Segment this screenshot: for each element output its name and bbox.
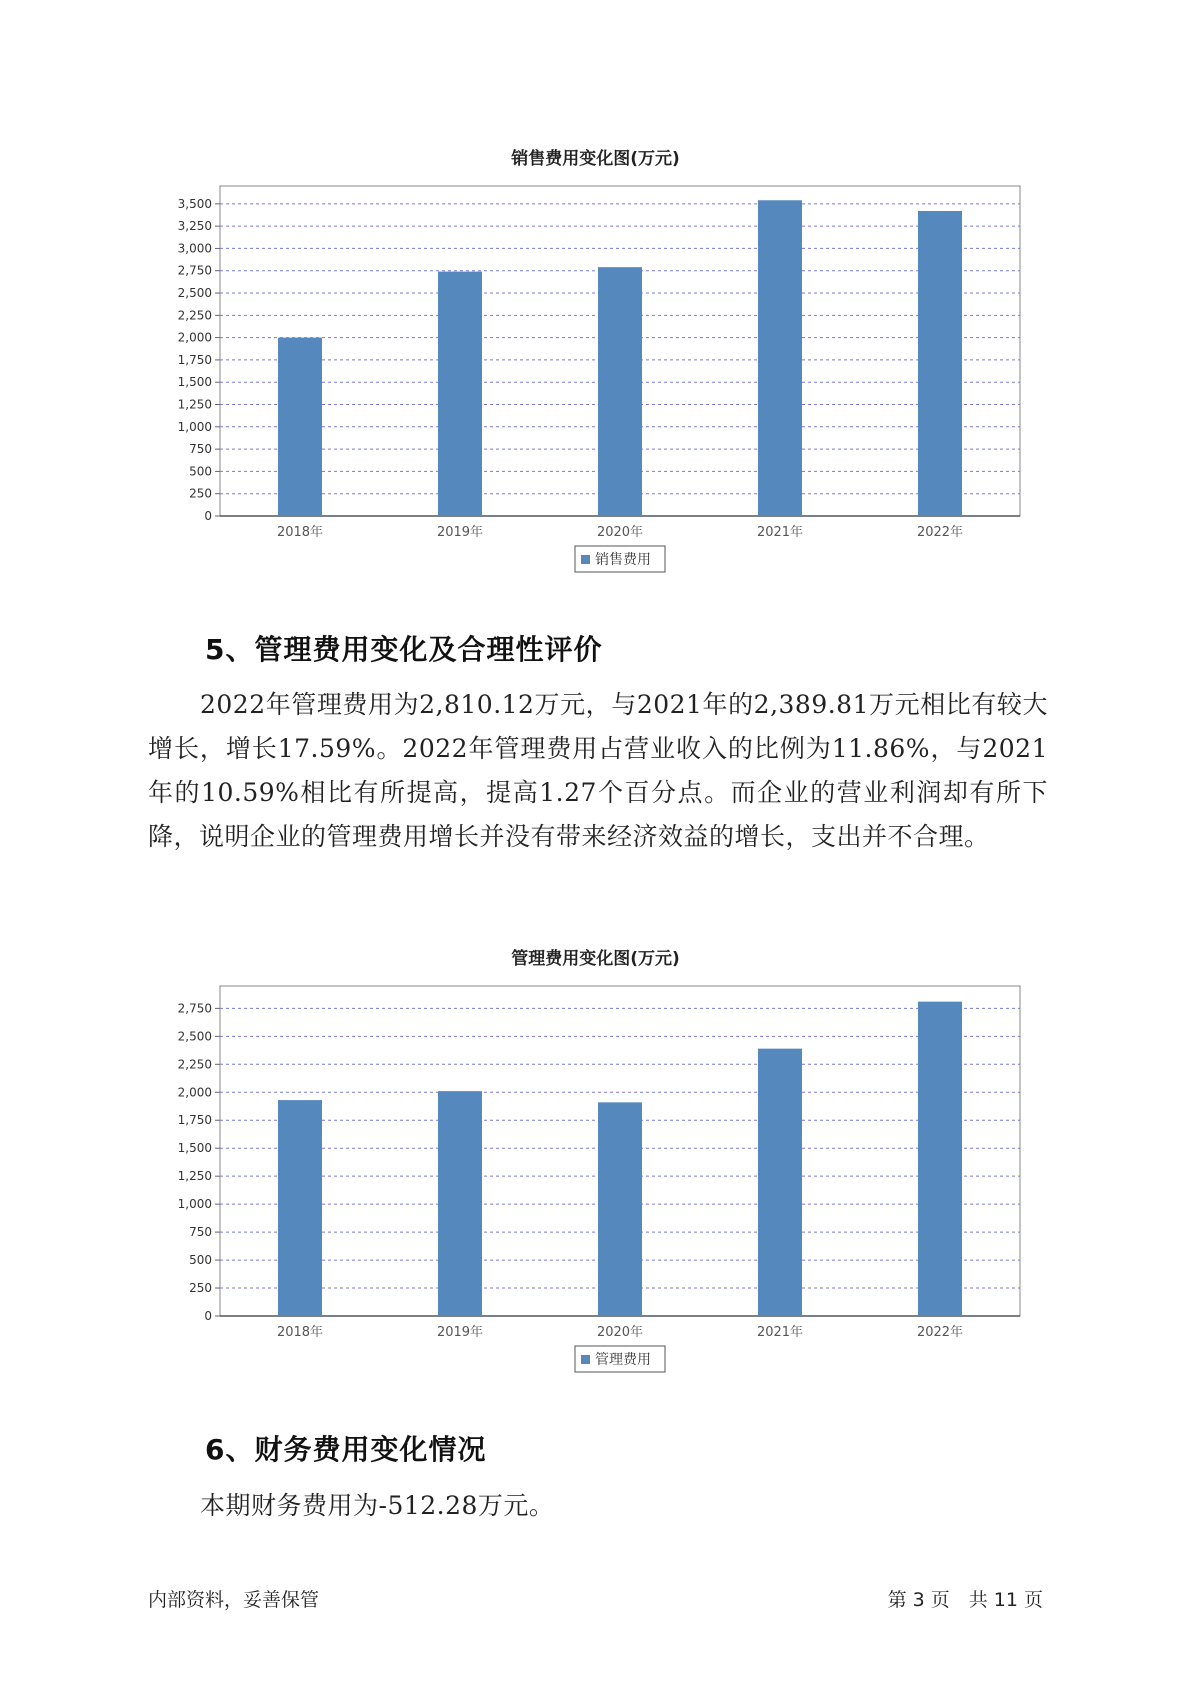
- y-tick-label: 2,250: [177, 308, 212, 323]
- y-tick-label: 1,000: [177, 1197, 212, 1212]
- section-5-paragraph: 2022年管理费用为2,810.12万元，与2021年的2,389.81万元相比有较大增长，增长17.59%。2022年管理费用占营业收入的比例为11.86%，与2021年的10.59%相比有所提高，提高1.27个百分点。而企业的营业利润却有所下降，说明企业的管理费用增长并没有带来经济效益的增长，支出并不合理。: [148, 690, 1048, 851]
- x-tick-label: 2022年: [916, 525, 964, 540]
- y-tick-label: 2,500: [177, 1029, 212, 1044]
- admin-expense-chart: [150, 972, 1030, 1372]
- y-tick-label: 2,250: [177, 1057, 212, 1072]
- y-tick-label: 3,000: [177, 241, 212, 256]
- y-tick-label: 1,250: [177, 1169, 212, 1184]
- section-6-heading: 6、财务费用变化情况: [205, 1433, 487, 1466]
- y-tick-label: 2,000: [177, 330, 212, 345]
- y-tick-label: 1,500: [177, 1141, 212, 1156]
- y-tick-label: 250: [189, 1281, 212, 1296]
- bar: [918, 211, 962, 516]
- y-tick-label: 1,750: [177, 1113, 212, 1128]
- y-tick-label: 2,500: [177, 286, 212, 301]
- y-tick-label: 750: [189, 442, 212, 457]
- bar: [438, 1091, 482, 1316]
- legend-label: 管理费用: [595, 1352, 651, 1368]
- x-tick-label: 2020年: [596, 525, 644, 540]
- bar: [278, 338, 322, 516]
- bar: [758, 1049, 802, 1316]
- x-tick-label: 2019年: [436, 525, 484, 540]
- bar: [918, 1002, 962, 1316]
- y-tick-label: 2,750: [177, 1001, 212, 1016]
- y-tick-label: 1,250: [177, 397, 212, 412]
- bar: [598, 1102, 642, 1316]
- bar: [598, 267, 642, 516]
- bar: [758, 200, 802, 516]
- chart-title-admin: 管理费用变化图(万元): [511, 949, 680, 969]
- y-tick-label: 1,500: [177, 375, 212, 390]
- x-tick-label: 2019年: [436, 1325, 484, 1340]
- x-tick-label: 2022年: [916, 1325, 964, 1340]
- y-tick-label: 1,750: [177, 352, 212, 367]
- x-tick-label: 2021年: [756, 525, 804, 540]
- x-tick-label: 2020年: [596, 1325, 644, 1340]
- y-tick-label: 1,000: [177, 419, 212, 434]
- x-tick-label: 2021年: [756, 1325, 804, 1340]
- section-6-paragraph: 本期财务费用为-512.28万元。: [200, 1491, 555, 1520]
- footer-page-number: 第 3 页 共 11 页: [887, 1589, 1043, 1611]
- legend-swatch: [581, 1355, 590, 1364]
- x-tick-label: 2018年: [276, 525, 324, 540]
- y-tick-label: 2,750: [177, 263, 212, 278]
- bar: [438, 272, 482, 516]
- y-tick-label: 3,500: [177, 196, 212, 211]
- y-tick-label: 3,250: [177, 219, 212, 234]
- y-tick-label: 500: [189, 1253, 212, 1268]
- y-tick-label: 750: [189, 1225, 212, 1240]
- bar: [278, 1100, 322, 1316]
- y-tick-label: 0: [204, 1309, 212, 1323]
- y-tick-label: 250: [189, 486, 212, 501]
- legend-swatch: [581, 555, 590, 564]
- y-tick-label: 500: [189, 464, 212, 479]
- legend-label: 销售费用: [595, 552, 651, 568]
- x-tick-label: 2018年: [276, 1325, 324, 1340]
- chart-title-sales: 销售费用变化图(万元): [511, 149, 680, 169]
- y-tick-label: 2,000: [177, 1085, 212, 1100]
- sales-expense-chart: [150, 172, 1030, 572]
- section-5-heading: 5、管理费用变化及合理性评价: [205, 633, 603, 666]
- y-tick-label: 0: [204, 509, 212, 523]
- footer-confidential: 内部资料，妥善保管: [148, 1589, 320, 1611]
